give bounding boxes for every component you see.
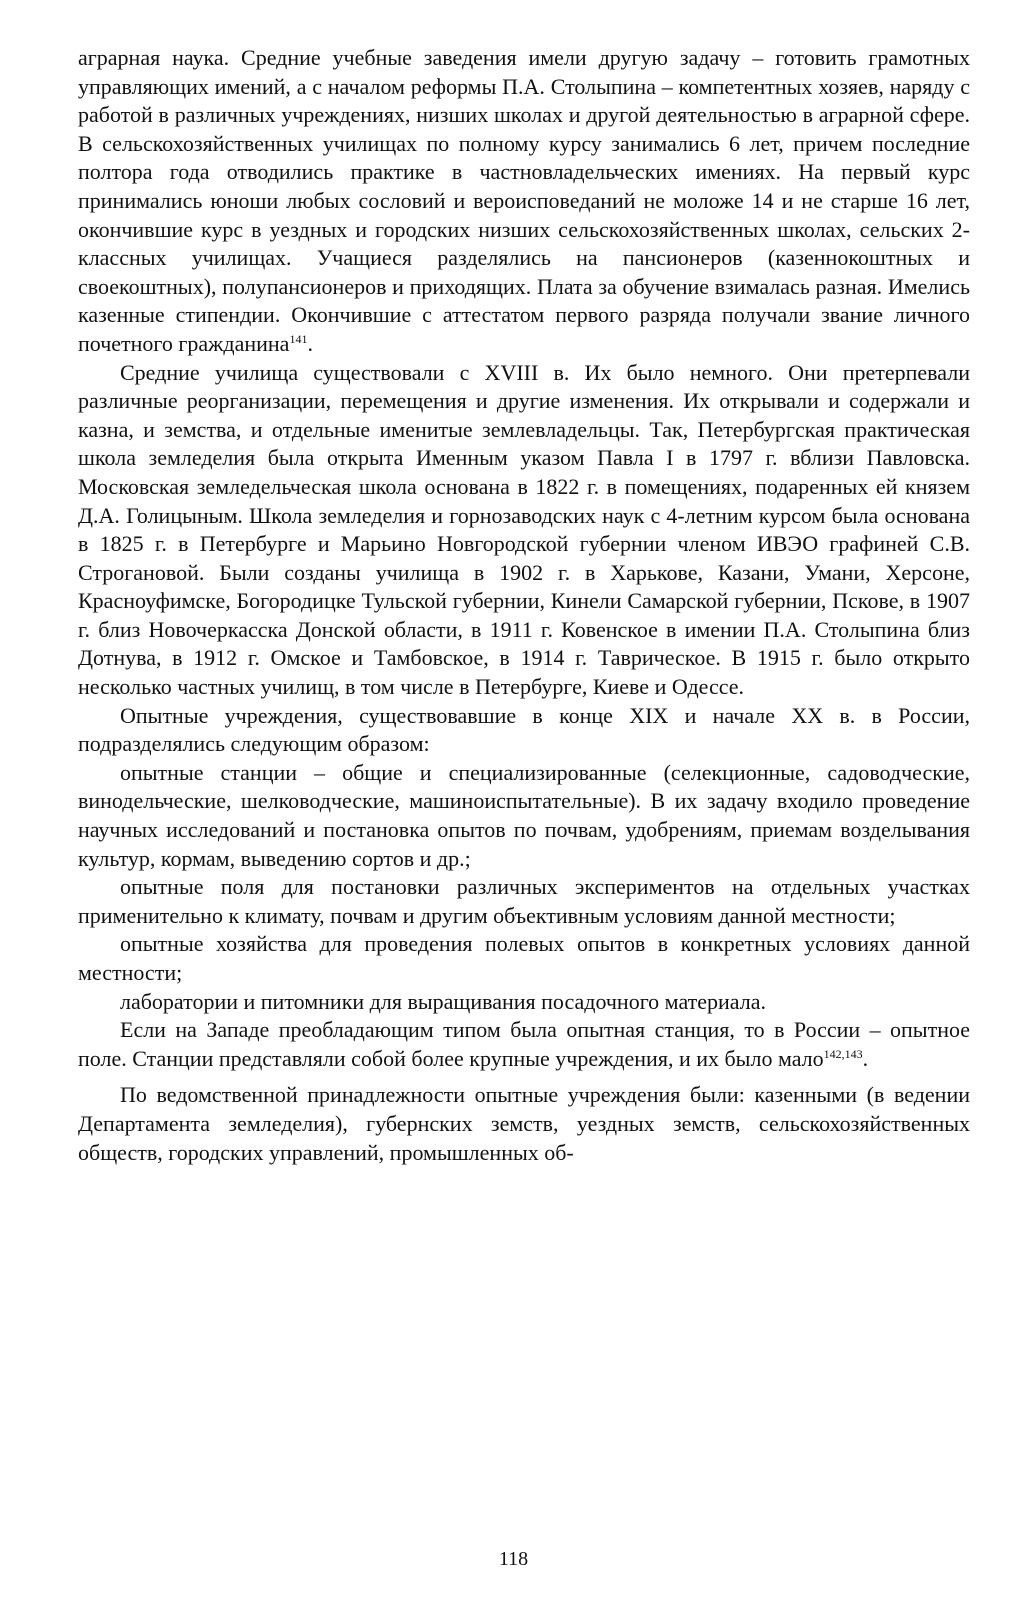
paragraph-8 xyxy=(78,1016,970,1073)
paragraph-1-text: аграрная наука. Средние учебные заведения имели другую задачу – готовить грамотных управляющих имений, а с началом реформы П.А. Столыпина – компетентных хозяев, наряду с работой в различных учреждениях, низших школах и другой деятельностью в аграрной сфере. В сельскохозяйственных училищах по полному курсу занимались 6 лет, причем последние полтора года отводились практике в частновладельческих имениях. На первый курс принимались юноши любых сословий и вероисповеданий не моложе 14 и не старше 16 лет, окончившие курс в уездных и городских низших сельскохозяйственных школах, сельских 2-классных училищах. Учащиеся разделялись на пансионеров (казеннокоштных и своекоштных), полупансионеров и приходящих. Плата за обучение взималась разная. Имелись казенные стипендии. Окончившие с аттестатом первого разряда получали звание личного почетного гражданина xyxy=(78,45,970,356)
paragraph-2: Средние училища существовали с XVIII в. Их было немного. Они претерпевали различные реорганизации, перемещения и другие изменения. Их открывали и содержали и казна, и земства, и отдельные именитые землевладельцы. Так, Петербургская практическая школа земледелия была открыта Именным указом Павла I в 1797 г. вблизи Павловска. Московская земледельческая школа основана в 1822 г. в помещениях, подаренных ей князем Д.А. Голицыным. Школа земледелия и горнозаводских наук с 4-летним курсом была основана в 1825 г. в Петербурге и Марьино Новгородской губернии членом ИВЭО графиней С.В. Строгановой. Были созданы училища в 1902 г. в Харькове, Казани, Умани, Херсоне, Красноуфимске, Богородицке Тульской губернии, Кинели Самарской губернии, Пскове, в 1907 г. близ Новочеркасска Донской области, в 1911 г. Ковенское в имении П.А. Столыпина близ Дотнува, в 1912 г. Омское и Тамбовское, в 1914 г. Таврическое. В 1915 г. было открыто несколько частных училищ, в том числе в Петербурге, Киеве и Одессе. xyxy=(78,359,970,700)
list-item-labs: лаборатории и питомники для выращивания посадочного материала. xyxy=(120,988,767,1014)
paragraph-1 xyxy=(78,44,970,359)
list-item-stations: опытные станции – общие и специализированные (селекционные, садоводческие, винодельческие, шелководческие, машиноиспытательные). В их задачу входило проведение научных исследований и постановка опытов по почвам, удобрениям, приемам возделывания культур, кормам, выведению сортов и др.; xyxy=(78,759,970,871)
paragraph-3: Опытные учреждения, существовавшие в конце XIX и начале XX в. в России, подразделялись следующим образом: xyxy=(78,702,970,757)
page-number: 118 xyxy=(498,1548,529,1570)
paragraph-8-tail: . xyxy=(862,1045,869,1071)
footnote-ref-141: 141 xyxy=(289,331,308,346)
footnote-ref-142-143: 142,143 xyxy=(823,1046,863,1061)
paragraph-9: По ведомственной принадлежности опытные учреждения были: казенными (в ведении Департамента земледелия), губернских земств, уездных земств, сельскохозяйственных обществ, городских управлений, промышленных об- xyxy=(78,1082,970,1165)
paragraph-8-text: Если на Западе преобладающим типом была опытная станция, то в России – опытное поле. Станции представляли собой более крупные учреждения, и их было мало xyxy=(78,1017,970,1071)
paragraph-1-tail: . xyxy=(307,330,313,356)
page-text-block xyxy=(78,44,970,1167)
list-item-fields: опытные поля для постановки различных экспериментов на отдельных участках применительно к климату, почвам и другим объективным условиям данной местности; xyxy=(78,874,970,928)
list-item-farms: опытные хозяйства для проведения полевых опытов в конкретных условиях данной местности; xyxy=(78,931,970,985)
